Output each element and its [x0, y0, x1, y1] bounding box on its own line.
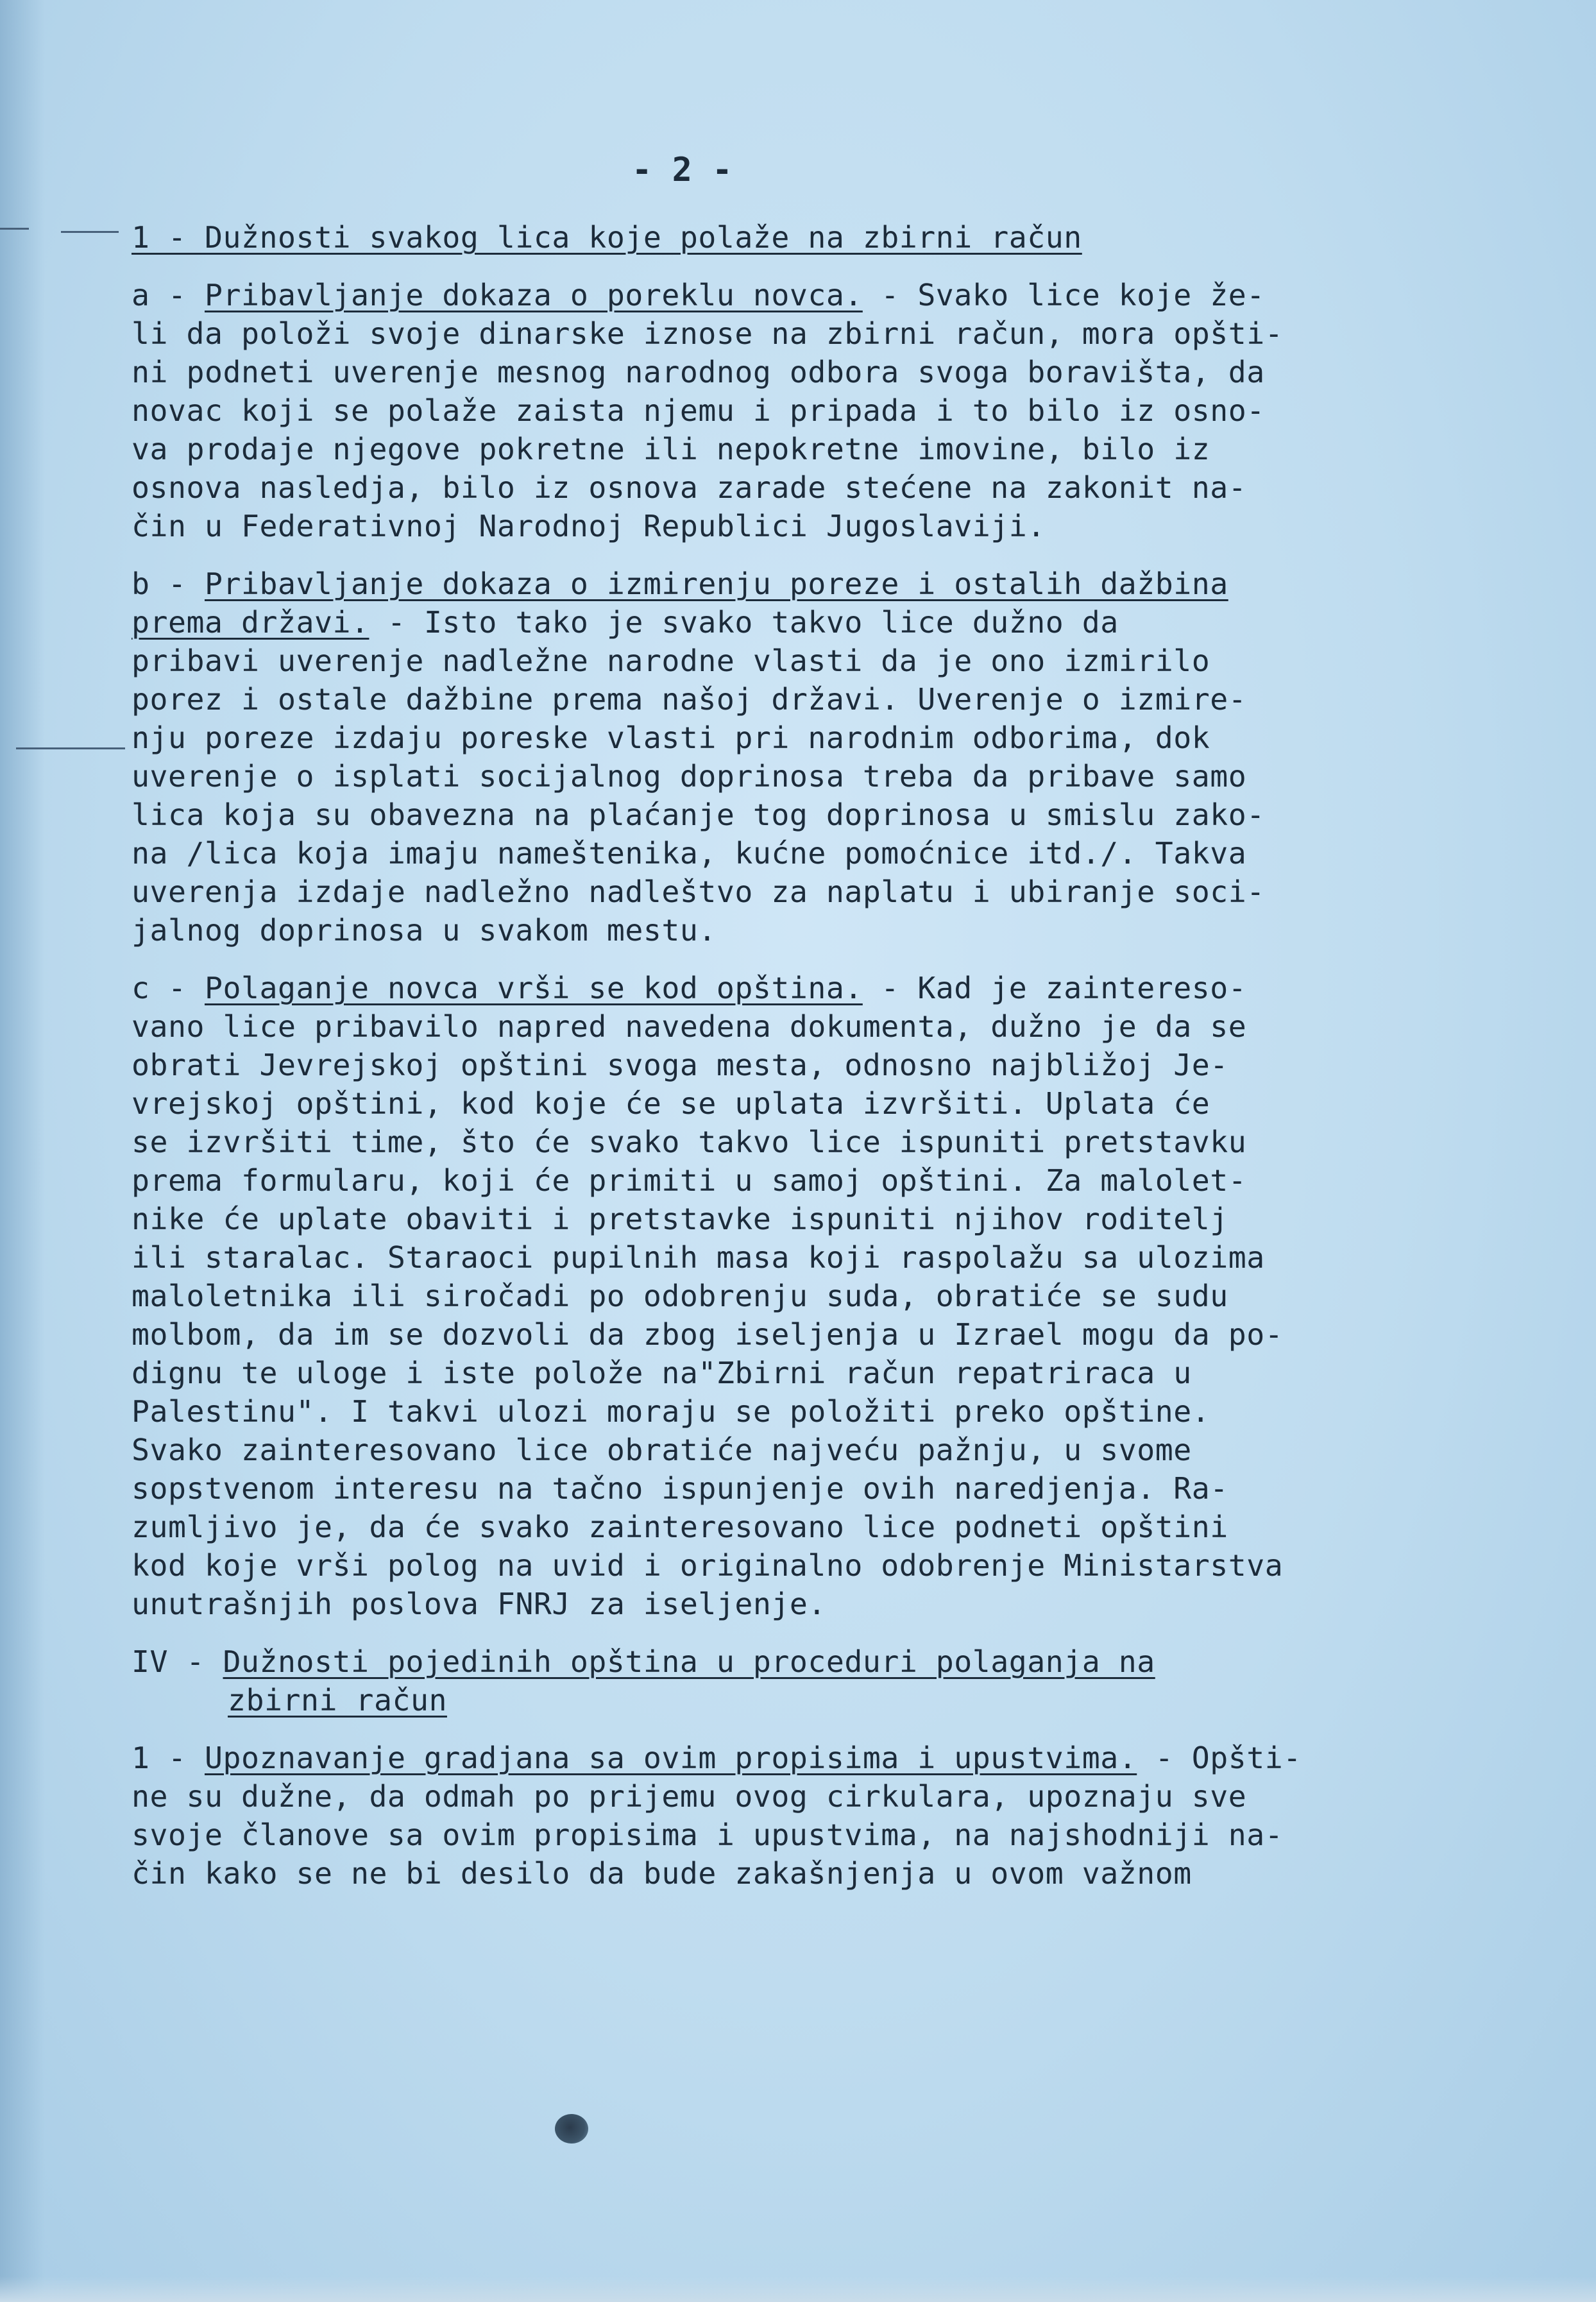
paragraph-line: svoje članove sa ovim propisima i upustvima, na najshodniji na- — [132, 1818, 1284, 1852]
line-text: - Isto tako je svako takvo lice dužno da — [369, 605, 1119, 640]
paragraph-line: va prodaje njegove pokretne ili nepokretne imovine, bilo iz — [132, 432, 1210, 466]
paragraph-line: unutrašnjih poslova FNRJ za iseljenje. — [132, 1587, 826, 1621]
item-title: Pribavljanje dokaza o izmirenju poreze i ostalih dažbina — [204, 567, 1228, 601]
paragraph-line — [132, 1739, 1414, 1777]
heading-text: Dužnosti pojedinih opština u proceduri polaganja na — [223, 1644, 1155, 1679]
paragraph-line: vano lice pribavilo napred navedena dokumenta, dužno je da se — [132, 1009, 1247, 1044]
paragraph-line: zumljivo je, da će svako zainteresovano lice podneti opštini — [132, 1510, 1228, 1544]
paragraph-line: nju poreze izdaju poreske vlasti pri narodnim odborima, dok — [132, 720, 1210, 755]
page-shadow-left — [0, 0, 45, 2302]
paragraph-line: ili staralac. Staraoci pupilnih masa koji raspolažu sa ulozima — [132, 1240, 1265, 1275]
line-text: - Svako lice koje že- — [862, 278, 1265, 312]
paragraph-line: maloletnika ili siročadi po odobrenju suda, obratiće se sudu — [132, 1279, 1228, 1313]
paragraph-line: molbom, da im se dozvoli da zbog iseljenja u Izrael mogu da po- — [132, 1317, 1284, 1352]
section-heading — [132, 218, 1414, 257]
paragraph-line: osnova nasledja, bilo iz osnova zarade stećene na zakonit na- — [132, 470, 1247, 505]
paragraph-line: obrati Jevrejskoj opštini svoga mesta, odnosno najbližoj Je- — [132, 1048, 1228, 1082]
paragraph-line: novac koji se polaže zaista njemu i pripada i to bilo iz osno- — [132, 393, 1265, 428]
line-text: - Kad je zaintereso- — [862, 971, 1247, 1005]
paragraph-line: prema formularu, koji će primiti u samoj opštini. Za malolet- — [132, 1163, 1247, 1198]
paragraph-line — [132, 603, 1414, 642]
item-label: a - — [132, 278, 205, 312]
paragraph-line: se izvršiti time, što će svako takvo lice ispuniti pretstavku — [132, 1125, 1247, 1159]
paragraph-line: na /lica koja imaju nameštenika, kućne pomoćnice itd./. Takva — [132, 836, 1247, 871]
paragraph-line: Palestinu". I takvi ulozi moraju se položiti preko opštine. — [132, 1394, 1210, 1429]
paragraph-line — [132, 276, 1414, 314]
paragraph-line — [132, 565, 1414, 603]
item-title: prema državi. — [132, 605, 369, 640]
paragraph-line: vrejskoj opštini, kod koje će se uplata izvršiti. Uplata će — [132, 1086, 1210, 1121]
paragraph-line: ni podneti uverenje mesnog narodnog odbora svoga boravišta, da — [132, 355, 1265, 389]
section-heading — [132, 1681, 1414, 1719]
paragraph-line: li da položi svoje dinarske iznose na zbirni račun, mora opšti- — [132, 316, 1284, 351]
paragraph-line: porez i ostale dažbine prema našoj državi. Uverenje o izmire- — [132, 682, 1247, 717]
line-text: - Opšti- — [1137, 1741, 1302, 1775]
margin-mark — [16, 747, 125, 749]
margin-mark — [61, 231, 119, 233]
paragraph-line: uverenje o isplati socijalnog doprinosa treba da pribave samo — [132, 759, 1247, 794]
paragraph-line: sopstvenom interesu na tačno ispunjenje ovih naredjenja. Ra- — [132, 1471, 1228, 1506]
heading-text: 1 - Dužnosti svakog lica koje polaže na zbirni račun — [132, 220, 1082, 255]
paragraph-line: dignu te uloge i iste polože na"Zbirni račun repatriraca u — [132, 1356, 1192, 1390]
item-label: b - — [132, 567, 205, 601]
paragraph-line: uverenja izdaje nadležno nadleštvo za naplatu i ubiranje soci- — [132, 874, 1265, 909]
page-shadow-bottom — [0, 2276, 1596, 2302]
paragraph-line: jalnog doprinosa u svakom mestu. — [132, 913, 717, 948]
paragraph-line: čin u Federativnoj Narodnoj Republici Jugoslaviji. — [132, 509, 1046, 543]
item-title: Polaganje novca vrši se kod opština. — [204, 971, 863, 1005]
document-body — [132, 141, 1414, 1893]
page-number: - 2 - — [632, 151, 733, 189]
margin-mark — [0, 228, 29, 230]
item-label: c - — [132, 971, 205, 1005]
paragraph-line: lica koja su obavezna na plaćanje tog doprinosa u smislu zako- — [132, 797, 1265, 832]
item-title: Upoznavanje gradjana sa ovim propisima i upustvima. — [204, 1741, 1137, 1775]
paragraph-line: čin kako se ne bi desilo da bude zakašnjenja u ovom važnom — [132, 1856, 1192, 1891]
item-label: IV - — [132, 1644, 223, 1679]
paragraph-line: Svako zainteresovano lice obratiće najveću pažnju, u svome — [132, 1433, 1192, 1467]
paragraph-line: kod koje vrši polog na uvid i originalno odobrenje Ministarstva — [132, 1548, 1284, 1583]
punch-hole — [555, 2114, 588, 2144]
item-label: 1 - — [132, 1741, 205, 1775]
paragraph-line — [132, 969, 1414, 1007]
paragraph-line: ne su dužne, da odmah po prijemu ovog cirkulara, upoznaju sve — [132, 1779, 1247, 1814]
paragraph-line: pribavi uverenje nadležne narodne vlasti da je ono izmirilo — [132, 644, 1210, 678]
section-heading — [132, 1642, 1414, 1681]
paragraph-line: nike će uplate obaviti i pretstavke ispuniti njihov roditelj — [132, 1202, 1228, 1236]
item-title: Pribavljanje dokaza o poreklu novca. — [204, 278, 863, 312]
heading-text: zbirni račun — [228, 1683, 447, 1718]
